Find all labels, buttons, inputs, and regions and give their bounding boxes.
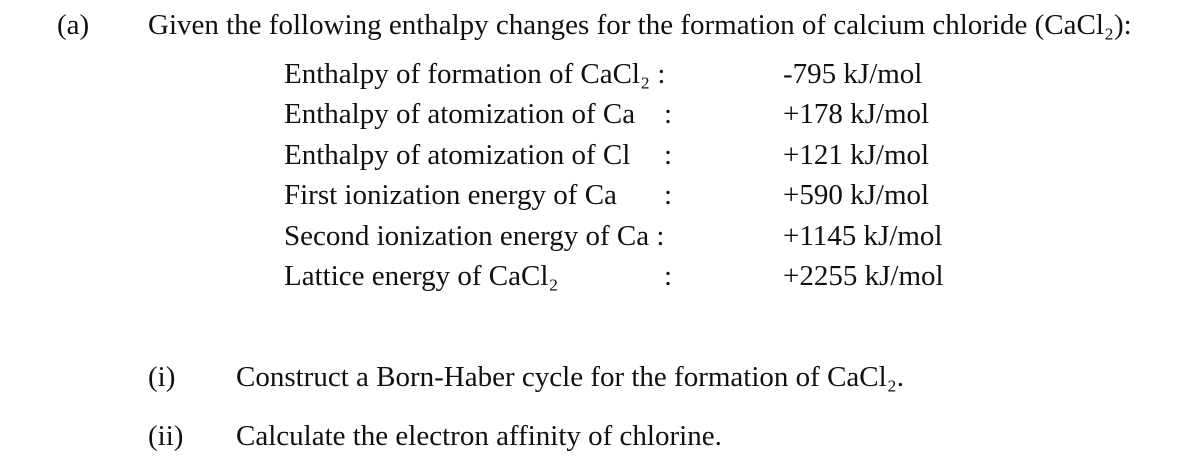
subpart-label-i: (i): [148, 361, 176, 393]
part-label: (a): [57, 9, 90, 41]
row-value-first-ionization: +590 kJ/mol: [783, 179, 930, 211]
subpart-text-i: Construct a Born-Haber cycle for the formation of CaCl₂.: [236, 361, 905, 393]
row-label-second-ionization: Second ionization energy of Ca :: [284, 220, 665, 252]
row-label-atomization-ca: Enthalpy of atomization of Ca: [284, 98, 636, 130]
row-colon-lattice: :: [664, 260, 673, 292]
row-value-atomization-cl: +121 kJ/mol: [783, 139, 930, 171]
row-colon-atomization-cl: :: [664, 139, 673, 171]
row-value-lattice: +2255 kJ/mol: [783, 260, 944, 292]
row-colon-first-ionization: :: [664, 179, 673, 211]
row-value-atomization-ca: +178 kJ/mol: [783, 98, 930, 130]
row-colon-atomization-ca: :: [664, 98, 673, 130]
subpart-label-ii: (ii): [148, 420, 184, 452]
subpart-text-ii: Calculate the electron affinity of chlorine.: [236, 420, 722, 452]
row-value-second-ionization: +1145 kJ/mol: [783, 220, 943, 252]
row-label-atomization-cl: Enthalpy of atomization of Cl: [284, 139, 631, 171]
row-label-formation: Enthalpy of formation of CaCl₂ :: [284, 58, 666, 90]
row-value-formation: -795 kJ/mol: [783, 58, 923, 90]
row-label-lattice: Lattice energy of CaCl₂: [284, 260, 559, 292]
row-label-first-ionization: First ionization energy of Ca: [284, 179, 617, 211]
question-number: [0, 8, 1, 42]
question-intro: Given the following enthalpy changes for the formation of calcium chloride (CaCl₂):: [148, 9, 1132, 41]
